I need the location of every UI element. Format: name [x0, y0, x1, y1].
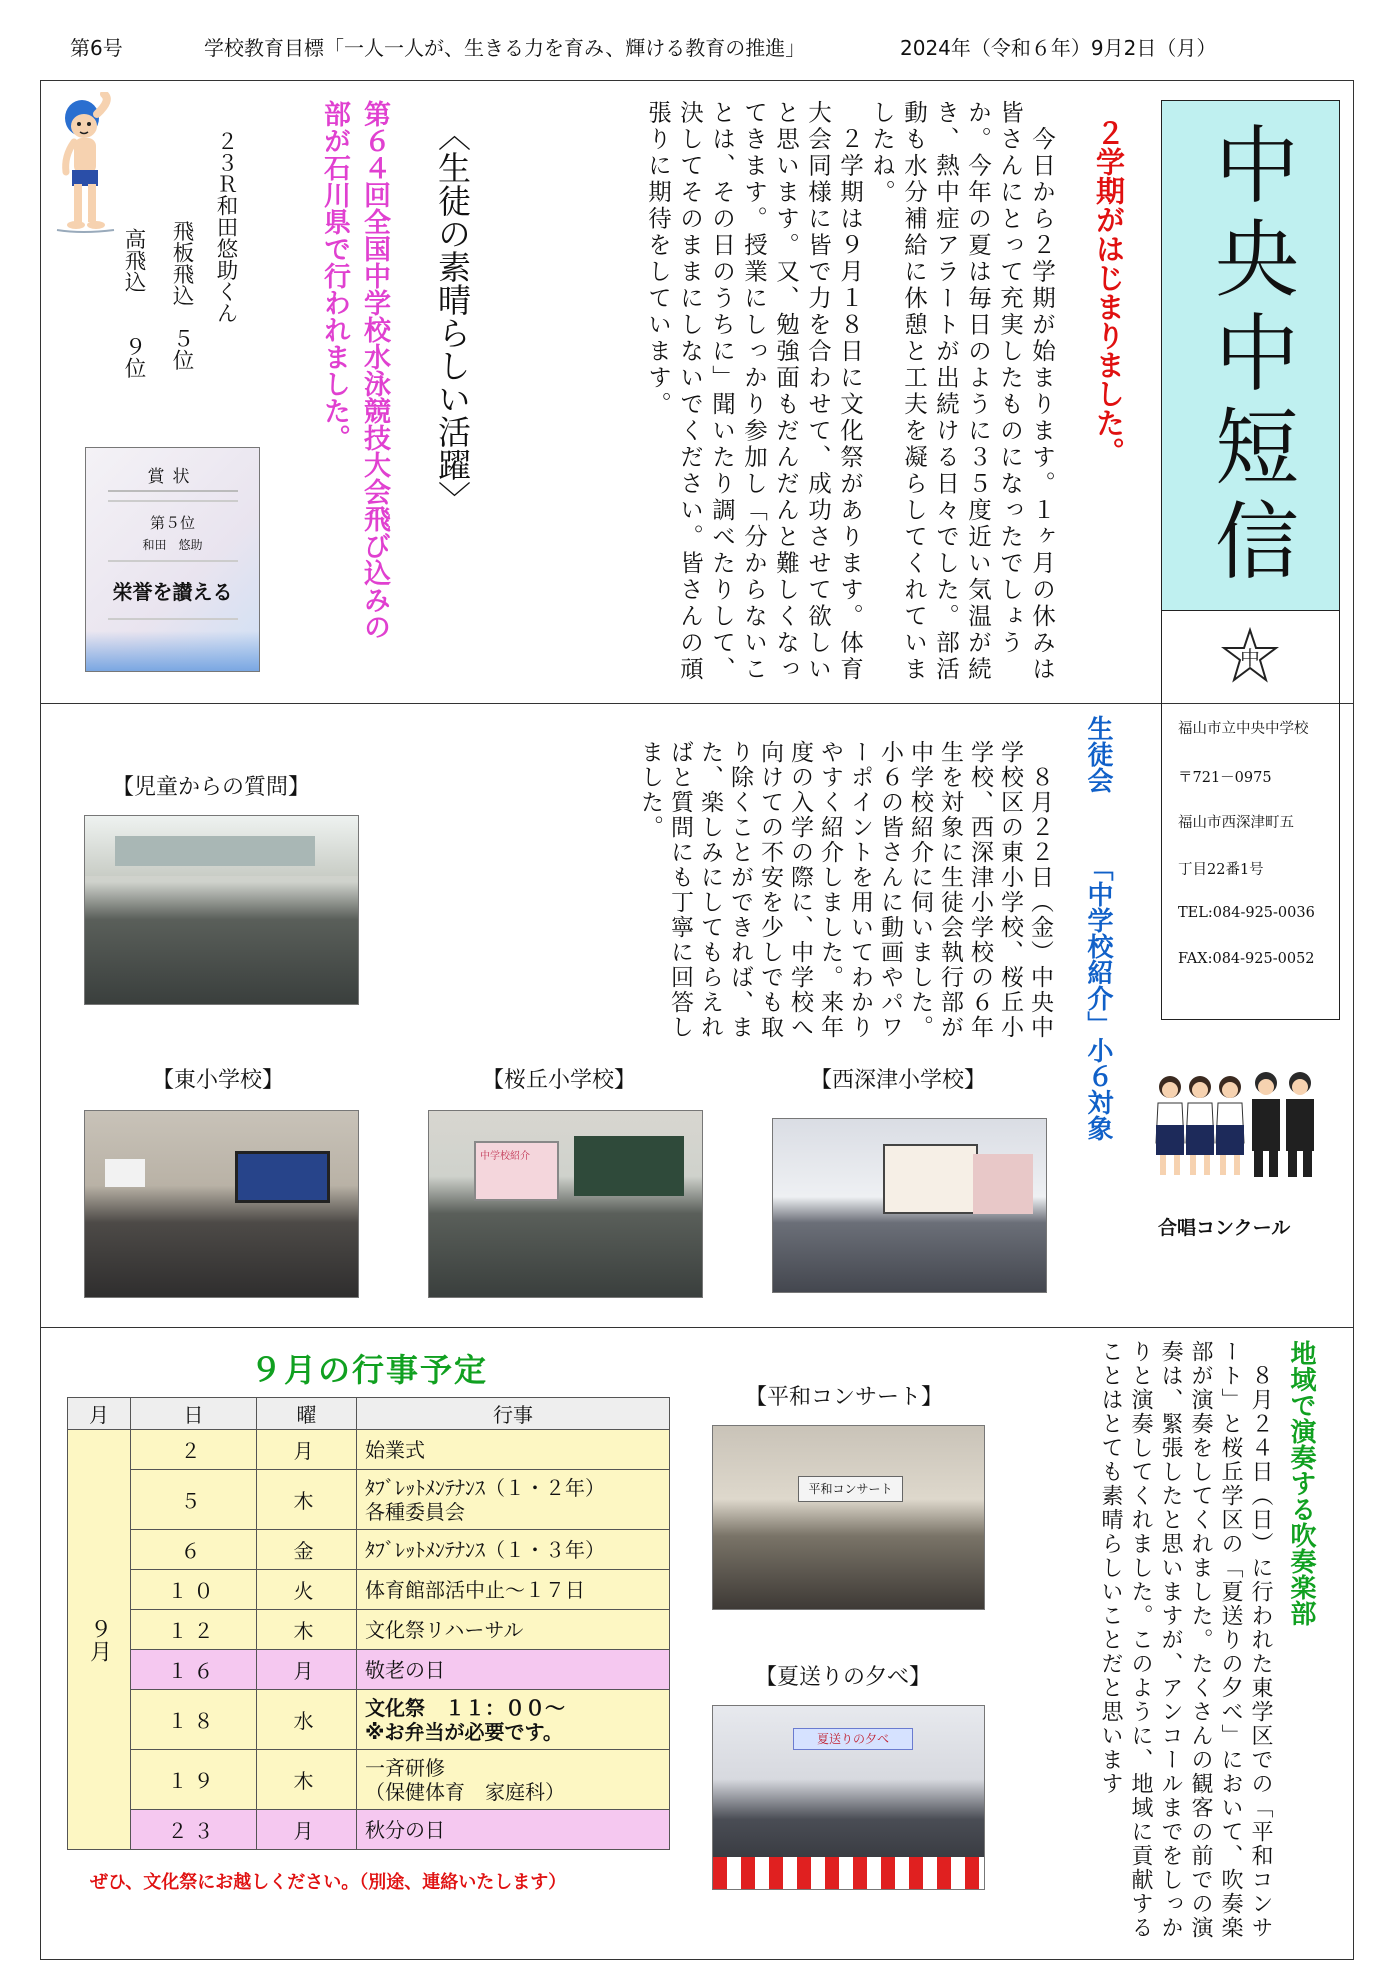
schedule-header-row	[68, 1398, 670, 1430]
address-line-1: 福山市西深津町五	[1178, 815, 1294, 831]
caption-sakuragaoka: 【桜丘小学校】	[482, 1068, 637, 1093]
table-row	[68, 1690, 670, 1750]
weekday-cell: 木	[257, 1470, 357, 1530]
event-cell: ﾀﾌﾞﾚｯﾄﾒﾝﾃﾅﾝｽ（１・３年）	[357, 1530, 670, 1570]
photo-peace-concert	[712, 1425, 985, 1610]
weekday-cell: 木	[257, 1610, 357, 1650]
issue-date: 2024年（令和６年）9月2日（月）	[900, 36, 1217, 60]
table-row	[68, 1650, 670, 1690]
school-emblem-icon	[1220, 626, 1280, 686]
table-row	[68, 1810, 670, 1850]
header-day: 日	[131, 1398, 257, 1430]
photo-questions	[84, 815, 359, 1005]
month-cell	[68, 1430, 131, 1850]
caption-summer-evening: 【夏送りの夕べ】	[755, 1665, 932, 1690]
schedule-title: ９月の行事予定	[250, 1351, 489, 1389]
photo-nishifukatsu	[772, 1118, 1047, 1293]
weekday-cell: 水	[257, 1690, 357, 1750]
address-line-2: 丁目22番1号	[1178, 862, 1264, 878]
masthead-title: 中央中短信	[1201, 120, 1300, 591]
table-row	[68, 1470, 670, 1530]
day-cell: １８	[131, 1690, 257, 1750]
header-event: 行事	[357, 1398, 670, 1430]
day-cell: ５	[131, 1470, 257, 1530]
event-cell: 文化祭 １１：００～ ※お弁当が必要です。	[357, 1690, 670, 1750]
band-body: ８月２４日（日）に行われた東学区での「平和コンサート」と桜丘学区の「夏送りの夕べ」において、吹奏楽部が演奏をしてくれました。たくさんの観客の前での演奏は、緊張したと思いますが、アンコールまでをしっかりと演奏してくれました。このように、地域に貢献することはとても素晴らしいことだと思います	[1098, 1340, 1273, 1940]
event-cell: 敬老の日	[357, 1650, 670, 1690]
divider-1	[40, 703, 1354, 704]
day-cell: ６	[131, 1530, 257, 1570]
term-heading: ２学期がはじまりました。	[1092, 118, 1126, 466]
certificate-photo	[85, 447, 260, 672]
chorus-label: 合唱コンクール	[1158, 1217, 1291, 1239]
certificate-rank: 第５位	[149, 514, 195, 532]
postal-code: 〒721－0975	[1178, 770, 1272, 786]
day-cell: １９	[131, 1750, 257, 1810]
chorus-illustration-icon	[1148, 1065, 1328, 1245]
event-cell: 一斉研修 （保健体育 家庭科）	[357, 1750, 670, 1810]
page-header	[70, 28, 1340, 64]
result-platform: 高飛込 ９位	[121, 228, 146, 379]
event-cell: 体育館部活中止～１７日	[357, 1570, 670, 1610]
term-body: 今日から２学期が始まります。１ヶ月の休みは皆さんにとって充実したものになったでしょうか。今年の夏は毎日のように３５度近い気温が続き、熱中症アラートが出続ける日々でした。部活動も水分補給に休憩と工夫を凝らしてくれていましたね。 ２学期は９月１８日に文化祭があります。体育大会同様に皆で力を合わせて、成功させて欲しいと思います。又、勉強面もだんだんと難しくなってきます。授業にしっかり参加し「分からないことは、その日のうちに」聞いたり調べたりして、決してそのままにしないでください。皆さんの頑張りに期待をしています。	[644, 100, 1056, 683]
weekday-cell: 金	[257, 1530, 357, 1570]
weekday-cell: 月	[257, 1810, 357, 1850]
issue-number: 第6号	[70, 36, 123, 60]
peace-banner: 平和コンサート	[798, 1476, 903, 1502]
weekday-cell: 月	[257, 1430, 357, 1470]
month-label: ９月	[86, 1617, 112, 1662]
photo-higashi	[84, 1110, 359, 1298]
day-cell: １２	[131, 1610, 257, 1650]
photo-summer-evening	[712, 1705, 985, 1890]
day-cell: １０	[131, 1570, 257, 1610]
masthead-title-panel	[1162, 101, 1339, 611]
day-cell: ２	[131, 1430, 257, 1470]
emblem-glyph: 中	[1240, 646, 1260, 670]
council-heading-1: 生徒会	[1083, 715, 1113, 793]
photo-sakuragaoka	[428, 1110, 703, 1298]
student-name: ２３Ｒ和田悠助くん	[213, 130, 238, 324]
caption-questions: 【児童からの質問】	[112, 775, 311, 800]
header-month: 月	[68, 1398, 131, 1430]
schedule-note: ぜひ、文化祭にお越しください。（別途、連絡いたします）	[90, 1872, 567, 1893]
band-heading: 地域で演奏する吹奏楽部	[1286, 1340, 1316, 1626]
event-cell: 秋分の日	[357, 1810, 670, 1850]
council-body: ８月２２日（金）中央中学校区の東小学校、桜丘小学校、西深津小学校の６年生を対象に生徒会執行部が中学校紹介に伺いました。小６の皆さんに動画やパワーポイントを用いてわかりやすく紹介しました。来年度の入学の際に、中学校へ向けての不安を少しでも取り除くことができれば、また、楽しみにしてもらえればと質問にも丁寧に回答しました。	[637, 740, 1053, 1040]
divider-2	[40, 1327, 1354, 1328]
table-row	[68, 1570, 670, 1610]
weekday-cell: 月	[257, 1650, 357, 1690]
summer-banner: 夏送りの夕べ	[793, 1728, 913, 1750]
masthead-box	[1161, 100, 1340, 1020]
caption-higashi: 【東小学校】	[152, 1068, 285, 1093]
certificate-text: 栄誉を讃える	[112, 580, 233, 604]
day-cell: １６	[131, 1650, 257, 1690]
caption-nishifukatsu: 【西深津小学校】	[810, 1068, 987, 1093]
council-heading-2: 「中学校紹介」小６対象	[1083, 855, 1113, 1141]
weekday-cell: 木	[257, 1750, 357, 1810]
phone-number: TEL:084-925-0036	[1178, 905, 1315, 921]
event-cell: 文化祭リハーサル	[357, 1610, 670, 1650]
day-cell: ２３	[131, 1810, 257, 1850]
slide-text: 中学校紹介	[480, 1151, 530, 1162]
weekday-cell: 火	[257, 1570, 357, 1610]
certificate-name: 和田 悠助	[142, 538, 203, 552]
table-row	[68, 1750, 670, 1810]
school-goal: 学校教育目標「一人一人が、生きる力を育み、輝ける教育の推進」	[204, 36, 806, 60]
event-cell: ﾀﾌﾞﾚｯﾄﾒﾝﾃﾅﾝｽ（１・２年） 各種委員会	[357, 1470, 670, 1530]
result-springboard: 飛板飛込 ５位	[169, 220, 194, 371]
table-row	[68, 1530, 670, 1570]
activity-heading: 〈生徒の素晴らしい活躍〉	[433, 118, 472, 514]
caption-peace-concert: 【平和コンサート】	[745, 1385, 944, 1410]
schedule-table	[67, 1397, 670, 1850]
swim-heading: 第６４回全国中学校水泳競技大会飛び込みの部が石川県で行われました。	[319, 100, 390, 640]
school-name: 福山市立中央中学校	[1178, 721, 1309, 737]
certificate-title: 賞状	[147, 467, 198, 487]
event-cell: 始業式	[357, 1430, 670, 1470]
header-weekday: 曜	[257, 1398, 357, 1430]
swimmer-illustration-icon	[52, 92, 122, 237]
table-row	[68, 1610, 670, 1650]
fax-number: FAX:084-925-0052	[1178, 951, 1315, 967]
table-row	[68, 1430, 670, 1470]
